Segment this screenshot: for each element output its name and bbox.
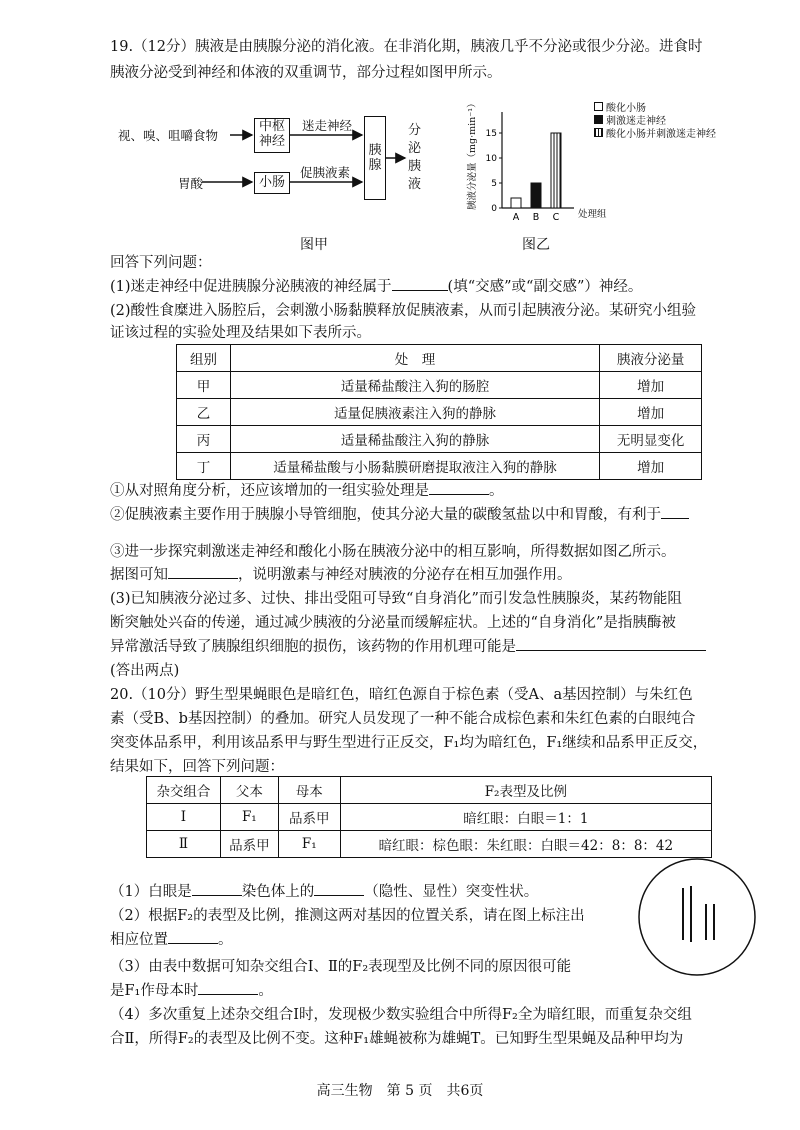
q19-sub1-b: (填“交感”或“副交感”）神经。 xyxy=(447,279,643,295)
table-row xyxy=(177,453,702,480)
cell-result: 无明显变化 xyxy=(600,426,702,453)
table-row xyxy=(177,372,702,399)
cell-group: 丙 xyxy=(177,426,231,453)
cell-outline xyxy=(639,859,755,975)
figure-a xyxy=(110,100,450,260)
q19-c4-b: ，说明激素与神经对胰液的分泌存在相互加强作用。 xyxy=(238,567,572,583)
q19-c1-blank[interactable] xyxy=(429,482,489,495)
cell-treatment: 适量稀盐酸注入狗的肠腔 xyxy=(230,372,599,399)
q19-c4-a: 据图可知 xyxy=(110,567,168,583)
q19-sub2-line1: (2)酸性食糜进入肠腔后，会刺激小肠黏膜释放促胰液素，从而引起胰液分泌。某研究小组验 xyxy=(110,303,697,319)
q20-line3: 突变体品系甲，利用该品系甲与野生型进行正反交，F₁均为暗红色，F₁继续和品系甲正反交， xyxy=(110,735,708,751)
figa-caption: 图甲 xyxy=(300,237,328,253)
cell-cross: Ⅰ xyxy=(147,804,221,831)
th-group: 组别 xyxy=(177,345,231,372)
q19-prompt: 回答下列问题： xyxy=(110,255,212,271)
q19-c2-blank[interactable] xyxy=(661,506,689,519)
figa-arrow1-label: 迷走神经 xyxy=(302,118,353,133)
th-father: 父本 xyxy=(220,777,278,804)
cell-phenotype: 暗红眼：棕色眼：朱红眼：白眼＝42：8：8：42 xyxy=(340,831,711,858)
figa-pancreas-char1: 胰 xyxy=(368,143,382,158)
y-tick-label: 10 xyxy=(485,154,497,164)
table-experiment xyxy=(176,344,702,480)
th-phenotype: F₂表型及比例 xyxy=(340,777,711,804)
th-cross: 杂交组合 xyxy=(147,777,221,804)
cell-treatment: 适量稀盐酸与小肠黏膜研磨提取液注入狗的静脉 xyxy=(230,453,599,480)
cell-treatment: 适量促胰液素注入狗的静脉 xyxy=(230,399,599,426)
q19-sub3-line3 xyxy=(110,638,706,656)
table-header-row xyxy=(177,345,702,372)
q20-s2-end: 。 xyxy=(218,932,233,948)
figb-legend xyxy=(594,102,716,141)
q20-s3b-line xyxy=(110,982,273,1000)
q20-s1-blank1[interactable] xyxy=(192,883,242,896)
q20-s3b: 是F₁作母本时 xyxy=(110,983,199,999)
figa-box1-line1: 中枢 xyxy=(258,119,285,134)
q20-s1 xyxy=(110,883,538,901)
th-mother: 母本 xyxy=(278,777,340,804)
q19-line2: 胰液分泌受到神经和体液的双重调节，部分过程如图甲所示。 xyxy=(110,65,502,81)
q20-s1-c: （隐性、显性）突变性状。 xyxy=(364,884,539,900)
x-tick-label: B xyxy=(532,212,540,223)
figa-out-4: 液 xyxy=(408,177,422,192)
figb-caption: 图乙 xyxy=(522,237,550,253)
q19-sub3-line4: (答出两点) xyxy=(110,663,180,679)
q19-sub1-a: (1)迷走神经中促进胰腺分泌胰液的神经属于 xyxy=(110,279,392,295)
q20-line4: 结果如下，回答下列问题： xyxy=(110,759,284,775)
cell-group: 乙 xyxy=(177,399,231,426)
figa-box-center-nerve xyxy=(254,118,290,153)
th-secretion: 胰液分泌量 xyxy=(600,345,702,372)
q20-s2b-line xyxy=(110,931,233,949)
q19-c1-end: 。 xyxy=(489,483,504,499)
table-row xyxy=(177,399,702,426)
cell-mother: F₁ xyxy=(278,831,340,858)
figa-out-2: 泌 xyxy=(408,141,422,156)
q19-sub3-line2: 断突触处兴奋的传递，通过减少胰液的分泌量而缓解症状。上述的“自身消化”是指胰酶被 xyxy=(110,615,676,631)
figa-out-1: 分 xyxy=(408,123,422,138)
page-footer: 高三生物 第 5 页 共6页 xyxy=(316,1083,484,1099)
figa-box-pancreas xyxy=(364,116,386,200)
q19-sub1 xyxy=(110,278,642,296)
bar-B xyxy=(531,183,541,208)
table-row xyxy=(147,831,712,858)
q19-line1: 19.（12分）胰液是由胰腺分泌的消化液。在非消化期，胰液几乎不分泌或很少分泌。进食时 xyxy=(110,39,703,55)
figa-input2: 胃酸 xyxy=(178,176,204,191)
q19-sub2-line2: 证该过程的实验处理及结果如下表所示。 xyxy=(110,325,371,341)
q19-sub3-line1: (3)已知胰液分泌过多、过快、排出受阻可导致“自身消化”而引发急性胰腺炎，某药物能阻 xyxy=(110,591,682,607)
table-row xyxy=(177,426,702,453)
cell-mother: 品系甲 xyxy=(278,804,340,831)
q20-s3-blank[interactable] xyxy=(198,982,258,995)
q19-sub3-blank[interactable] xyxy=(516,638,706,651)
q19-c1 xyxy=(110,482,504,500)
q20-s2a: （2）根据F₂的表型及比例，推测这两对基因的位置关系，请在图上标注出 xyxy=(110,908,585,924)
q20-s4a: （4）多次重复上述杂交组合Ⅰ时，发现极少数实验组合中所得F₂全为暗红眼，而重复杂交组 xyxy=(110,1007,692,1023)
figb-ylabel: 胰液分泌量（mg·min⁻¹） xyxy=(467,98,478,210)
q20-s4b: 合Ⅱ，所得F₂的表型及比例不变。这种F₁雄蝇被称为雄蝇T。已知野生型果蝇及品种甲均为 xyxy=(110,1031,684,1047)
cell-treatment: 适量稀盐酸注入狗的静脉 xyxy=(230,426,599,453)
table-cross xyxy=(146,776,712,858)
figa-arrow2-label: 促胰液素 xyxy=(300,165,351,180)
q19-c1-text: ①从对照角度分析，还应该增加的一组实验处理是 xyxy=(110,483,429,499)
figure-b xyxy=(460,96,740,261)
q19-c2-text: ②促胰液素主要作用于胰腺小导管细胞，使其分泌大量的碳酸氢盐以中和胃酸，有利于 xyxy=(110,507,661,523)
th-treatment: 处 理 xyxy=(230,345,599,372)
figb-legend-item-1 xyxy=(594,102,716,115)
cell-father: F₁ xyxy=(220,804,278,831)
figa-out-3: 胰 xyxy=(408,159,422,174)
figb-legend-item-2 xyxy=(594,115,716,128)
bar-A xyxy=(511,198,521,208)
figa-output xyxy=(408,122,421,194)
y-tick-label: 5 xyxy=(491,179,497,189)
q20-s2b: 相应位置 xyxy=(110,932,168,948)
figa-box1-line2: 神经 xyxy=(258,134,285,149)
q20-s3a: （3）由表中数据可知杂交组合Ⅰ、Ⅱ的F₂表现型及比例不同的原因很可能 xyxy=(110,959,572,975)
x-tick-label: A xyxy=(512,212,520,223)
cell-phenotype: 暗红眼：白眼＝1：1 xyxy=(340,804,711,831)
q20-s3-end: 。 xyxy=(258,983,273,999)
cell-result: 增加 xyxy=(600,399,702,426)
cell-cross: Ⅱ xyxy=(147,831,221,858)
table2-header-row xyxy=(147,777,712,804)
figa-box-intestine: 小肠 xyxy=(254,172,290,194)
q20-line1: 20.（10分）野生型果蝇眼色是暗红色，暗红色源自于棕色素（受A、a基因控制）与朱红色 xyxy=(110,687,693,703)
cell-result: 增加 xyxy=(600,453,702,480)
cell-result: 增加 xyxy=(600,372,702,399)
q20-s1-blank2[interactable] xyxy=(314,883,364,896)
figb-legend-item-3 xyxy=(594,128,716,141)
q20-s1-a: （1）白眼是 xyxy=(110,884,192,900)
figa-pancreas-char2: 腺 xyxy=(368,158,382,173)
q19-c4 xyxy=(110,566,572,584)
figa-input1: 视、嗅、咀嚼食物 xyxy=(118,128,219,143)
q20-s2-blank[interactable] xyxy=(168,931,218,944)
cell-group: 甲 xyxy=(177,372,231,399)
x-tick-label: C xyxy=(552,212,560,223)
q19-c3: ③进一步探究刺激迷走神经和酸化小肠在胰液分泌中的相互影响，所得数据如图乙所示。 xyxy=(110,544,676,560)
cell-group: 丁 xyxy=(177,453,231,480)
figb-legend-label-1: 酸化小肠 xyxy=(606,103,646,114)
y-tick-label: 0 xyxy=(491,204,497,214)
cell-father: 品系甲 xyxy=(220,831,278,858)
chromosome-circle[interactable] xyxy=(636,856,758,978)
q19-c2 xyxy=(110,506,689,524)
q20-line2: 素（受B、b基因控制）的叠加。研究人员发现了一种不能合成棕色素和朱红色素的白眼纯合 xyxy=(110,711,696,727)
q19-sub1-blank[interactable] xyxy=(392,278,448,291)
q19-sub3-text: 异常激活导致了胰腺组织细胞的损伤，该药物的作用机理可能是 xyxy=(110,639,516,655)
figb-xlabel: 处理组 xyxy=(578,209,607,220)
figb-legend-label-2: 刺激迷走神经 xyxy=(606,116,666,127)
figb-legend-label-3: 酸化小肠并刺激迷走神经 xyxy=(606,129,716,140)
q19-c4-blank[interactable] xyxy=(168,566,238,579)
q20-s1-b: 染色体上的 xyxy=(241,884,315,900)
y-tick-label: 15 xyxy=(485,129,497,139)
bar-C xyxy=(551,133,561,208)
table-row xyxy=(147,804,712,831)
